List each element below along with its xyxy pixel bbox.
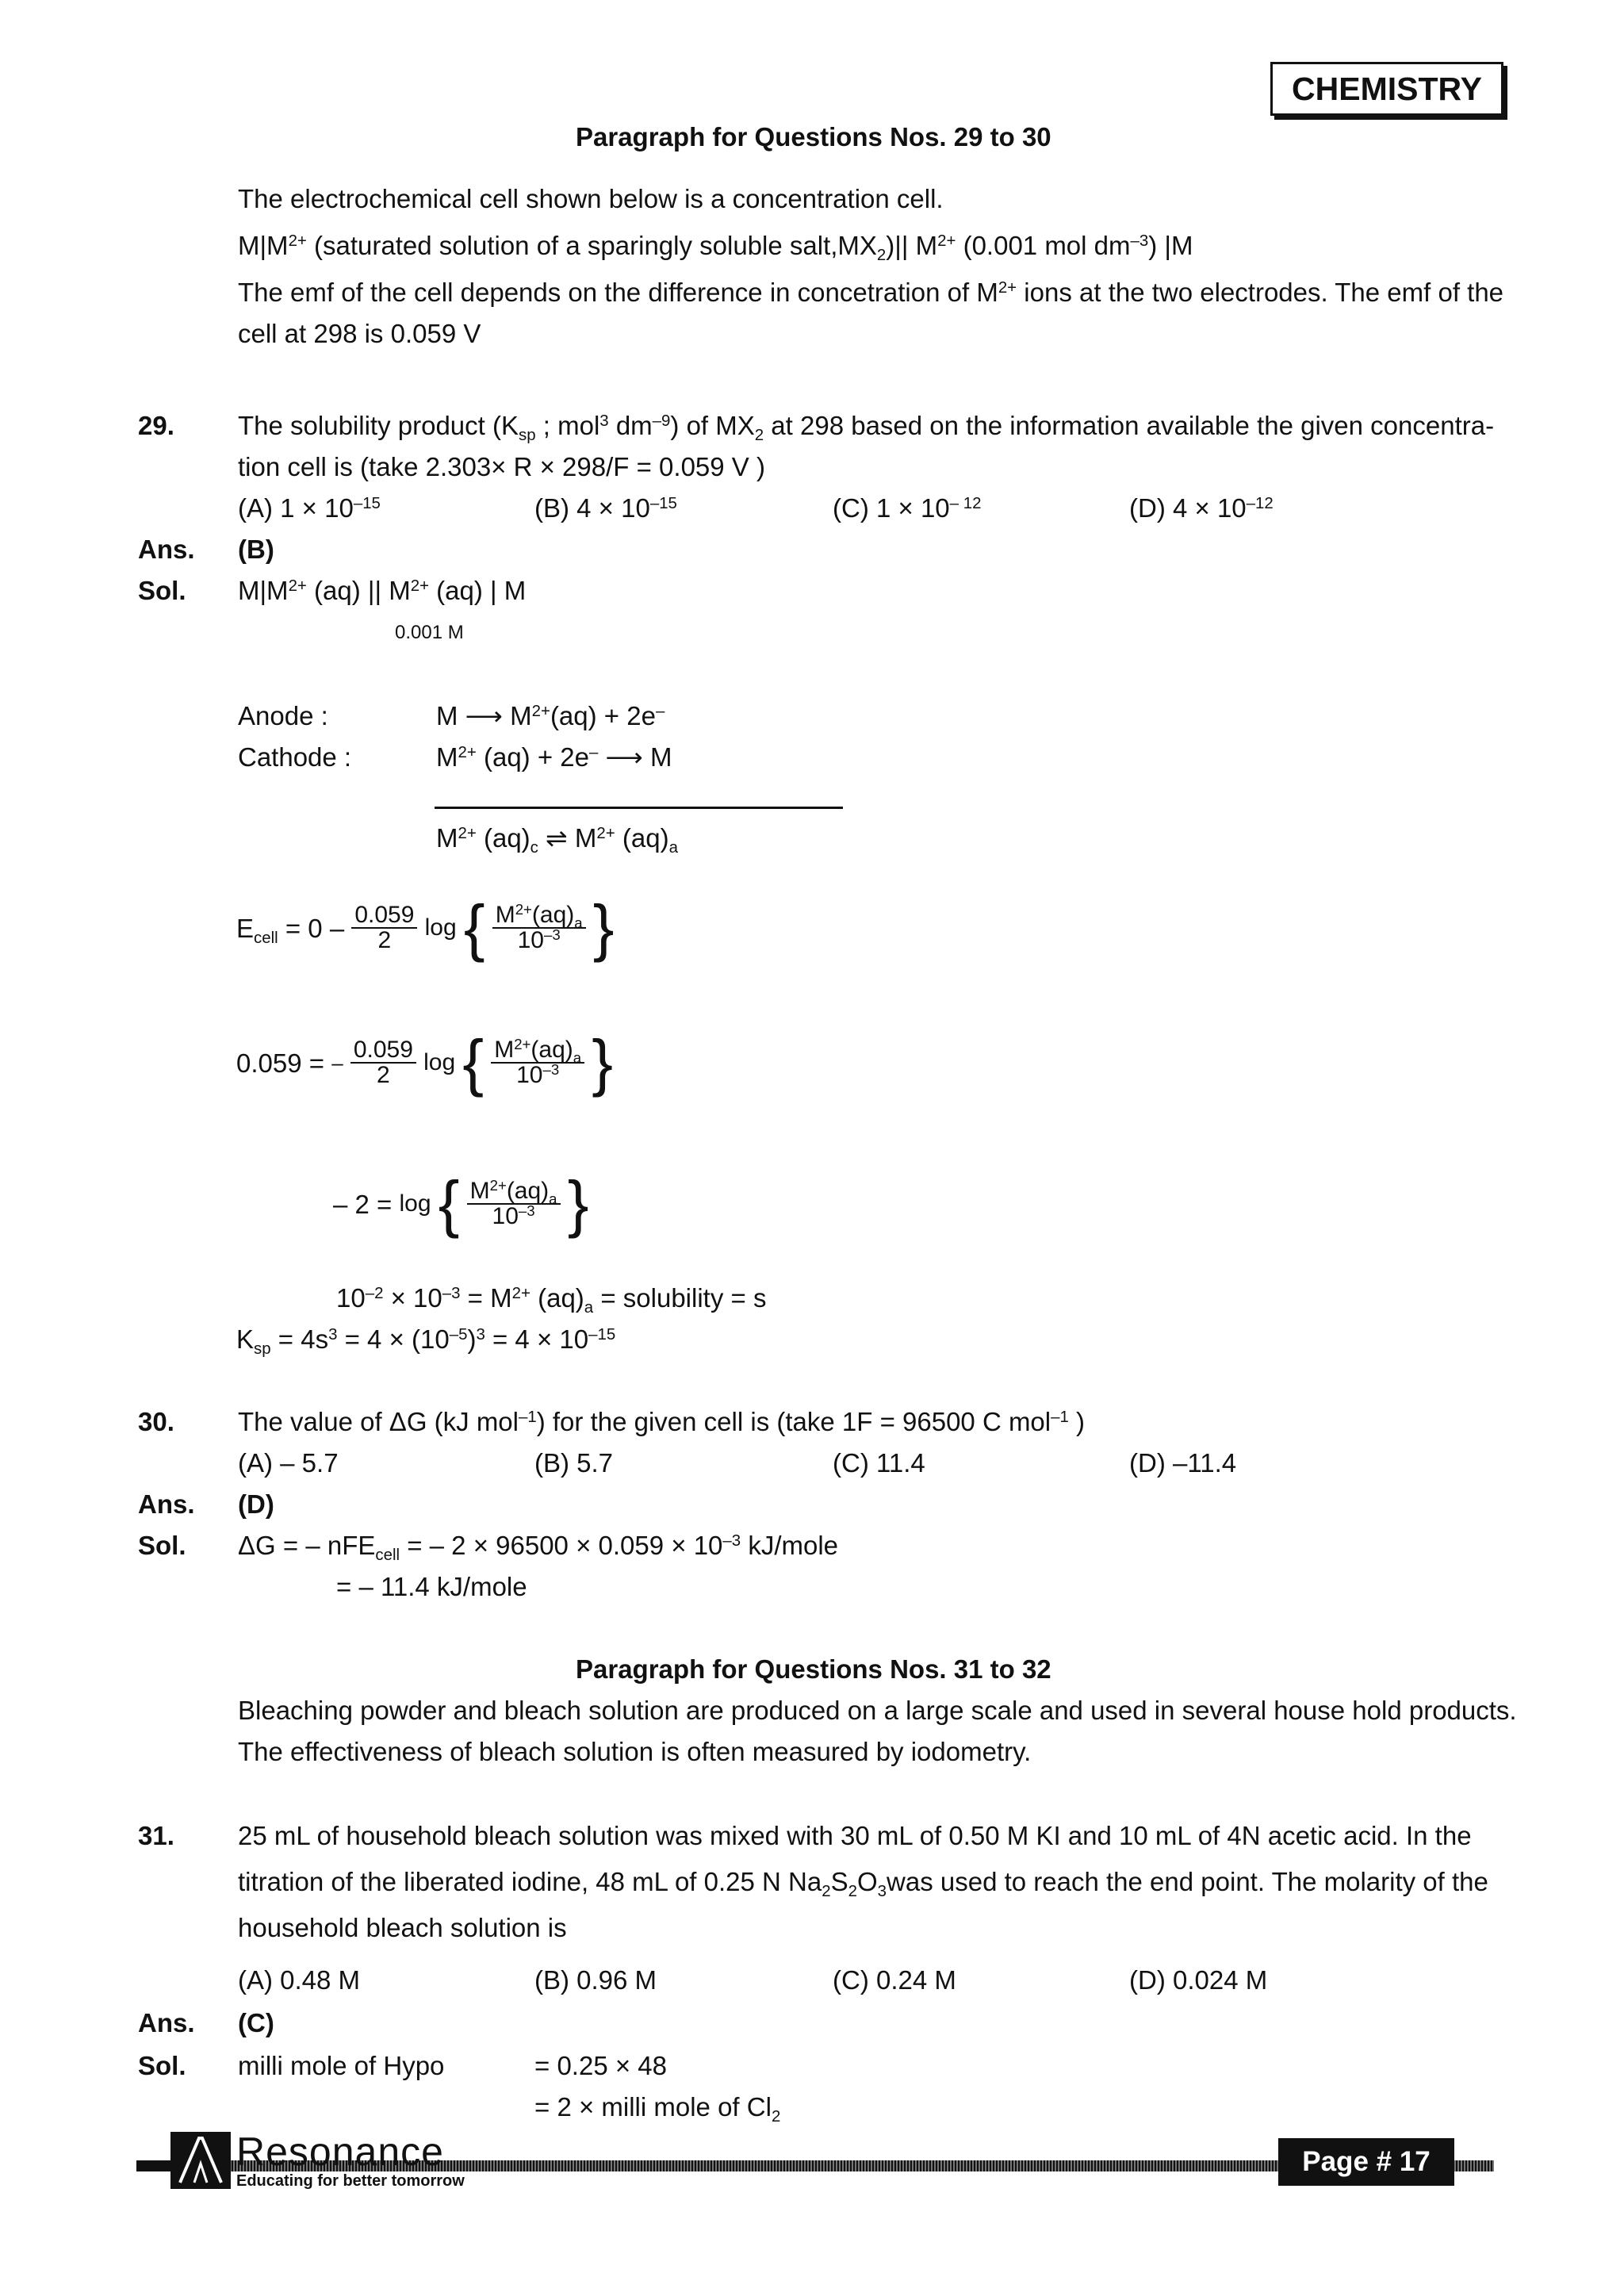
q29-option-a: (A) $1 \times 10^{-15}$: [238, 493, 381, 523]
q29-number: 29.: [138, 411, 174, 440]
q30-text: The value of ΔG (kJ mol$^{-1}$) for the given cell is (take 1F = 96500 C mol$^{-1}$ ): [238, 1407, 1086, 1436]
solubility-line: $10^{-2} \times 10^{-3} = M^{2+}$ $(aq)_a$ = solubility = s: [336, 1283, 767, 1317]
q30-ans-label: Ans.: [138, 1489, 195, 1519]
ecell-equation: $E_{cell} = 0$ – $\frac{0.059}{2}$ log { $\frac{M^{2+}(aq)_a}{10^{-3}}$ }: [236, 892, 615, 963]
anode-label: Anode :: [238, 701, 328, 730]
emf-equation-2: 0.059 = – $\frac{0.059}{2}$ log { $\frac{M^{2+}(aq)_a}{10^{-3}}$ }: [236, 1027, 613, 1098]
q30-sol-line1: ΔG = – nFE$_{cell}$ = – $2 \times 96500 \times 0.059 \times 10^{-3}$ kJ/mole: [238, 1531, 839, 1565]
q29-text-line2: tion cell is (take 2.303× R × 298/F = 0.059 V ): [238, 452, 765, 481]
cathode-equation: $M^{2+}$ (aq) + 2e– ⟶ M: [436, 742, 672, 772]
q31-line3: household bleach solution is: [238, 1913, 567, 1942]
para1-heading: Paragraph for Questions Nos. 29 to 30: [576, 122, 1051, 151]
footer-tagline: Educating for better tomorrow: [236, 2172, 465, 2190]
q31-sol-cl2: = 2 × milli mole of $Cl_2$: [534, 2092, 781, 2126]
q31-sol-label: Sol.: [138, 2051, 186, 2080]
q31-option-c: (C) 0.24 M: [833, 1965, 956, 1995]
q29-answer: (B): [238, 535, 274, 564]
q31-number: 31.: [138, 1821, 174, 1850]
para1-line1: The electrochemical cell shown below is a concentration cell.: [238, 184, 944, 213]
q31-ans-label: Ans.: [138, 2008, 195, 2037]
q31-sol-value: = 0.25 × 48: [534, 2051, 667, 2080]
q29-option-b: (B) $4 \times 10^{-15}$: [534, 493, 677, 523]
net-reaction-rule: [435, 807, 843, 809]
ksp-line: $K_{sp} = 4s^3 = 4 \times (10^{-5})^3 = 4 \times 10^{-15}$: [236, 1324, 616, 1359]
q31-sol-hypo: milli mole of Hypo: [238, 2051, 445, 2080]
para1-cell-notation: $M|M^{2+}$ (saturated solution of a sparingly soluble $salt,MX_2)||$ $M^{2+}$ (0.001 mol $dm^{-3}$) |M: [238, 231, 1193, 265]
q30-sol-label: Sol.: [138, 1531, 186, 1560]
para2-heading: Paragraph for Questions Nos. 31 to 32: [576, 1654, 1051, 1684]
cathode-label: Cathode :: [238, 742, 352, 772]
q30-answer: (D): [238, 1489, 274, 1519]
net-reaction: $M^{2+}$ $(aq)_c$ ⇌ $M^{2+}$ $(aq)_a$: [436, 823, 678, 857]
q31-line2: titration of the liberated iodine, 48 mL of 0.25 N $Na_2S_2O_3was$ used to reach the end point. The molarity of the: [238, 1867, 1488, 1901]
para1-line4: cell at 298 is 0.059 V: [238, 319, 481, 348]
para1-line3: The emf of the cell depends on the difference in concetration of $M^{2+}$ ions at the two electrodes. The emf of the: [238, 278, 1504, 307]
q31-line1: 25 mL of household bleach solution was mixed with 30 mL of 0.50 M KI and 10 mL of 4N acetic acid. In the: [238, 1821, 1472, 1850]
q30-sol-line2: = – 11.4 kJ/mole: [336, 1572, 527, 1601]
q29-sol-label: Sol.: [138, 576, 186, 605]
q30-number: 30.: [138, 1407, 174, 1436]
q29-option-c: (C) $1 \times 10^{- 12}$: [833, 493, 982, 523]
q29-option-d: (D) $4 \times 10^{-12}$: [1129, 493, 1274, 523]
page-number: Page # 17: [1278, 2138, 1454, 2186]
subject-badge: CHEMISTRY: [1270, 62, 1503, 116]
anode-equation: M ⟶ $M^{2+}(aq) + 2e^-$: [436, 701, 665, 730]
q29-sol-conc: 0.001 M: [395, 622, 464, 643]
q31-option-b: (B) 0.96 M: [534, 1965, 657, 1995]
q31-option-d: (D) 0.024 M: [1129, 1965, 1268, 1995]
q31-option-a: (A) 0.48 M: [238, 1965, 361, 1995]
q30-option-c: (C) 11.4: [833, 1448, 925, 1478]
q29-text-line1: The solubility product ($K_{sp}$ ; mol$^3$ $dm^{-9}$) of $MX_2$ at 298 based on the information available the given concentra-: [238, 411, 1495, 445]
emf-equation-3: – 2 = log { $\frac{M^{2+}(aq)_a}{10^{-3}}$ }: [333, 1168, 589, 1239]
para2-line1: Bleaching powder and bleach solution are produced on a large scale and used in several house hold products.: [238, 1696, 1517, 1725]
footer-logo-text: Resonance: [236, 2129, 444, 2174]
q30-option-b: (B) 5.7: [534, 1448, 614, 1478]
resonance-logo-icon: [170, 2132, 231, 2189]
para2-line2: The effectiveness of bleach solution is often measured by iodometry.: [238, 1737, 1032, 1766]
q30-option-a: (A) – 5.7: [238, 1448, 339, 1478]
q29-ans-label: Ans.: [138, 535, 195, 564]
q31-answer: (C): [238, 2008, 274, 2037]
q30-option-d: (D) –11.4: [1129, 1448, 1237, 1478]
q29-sol-cell: $M|M^{2+}$ (aq) || $M^{2+}$ (aq) | M: [238, 576, 527, 605]
